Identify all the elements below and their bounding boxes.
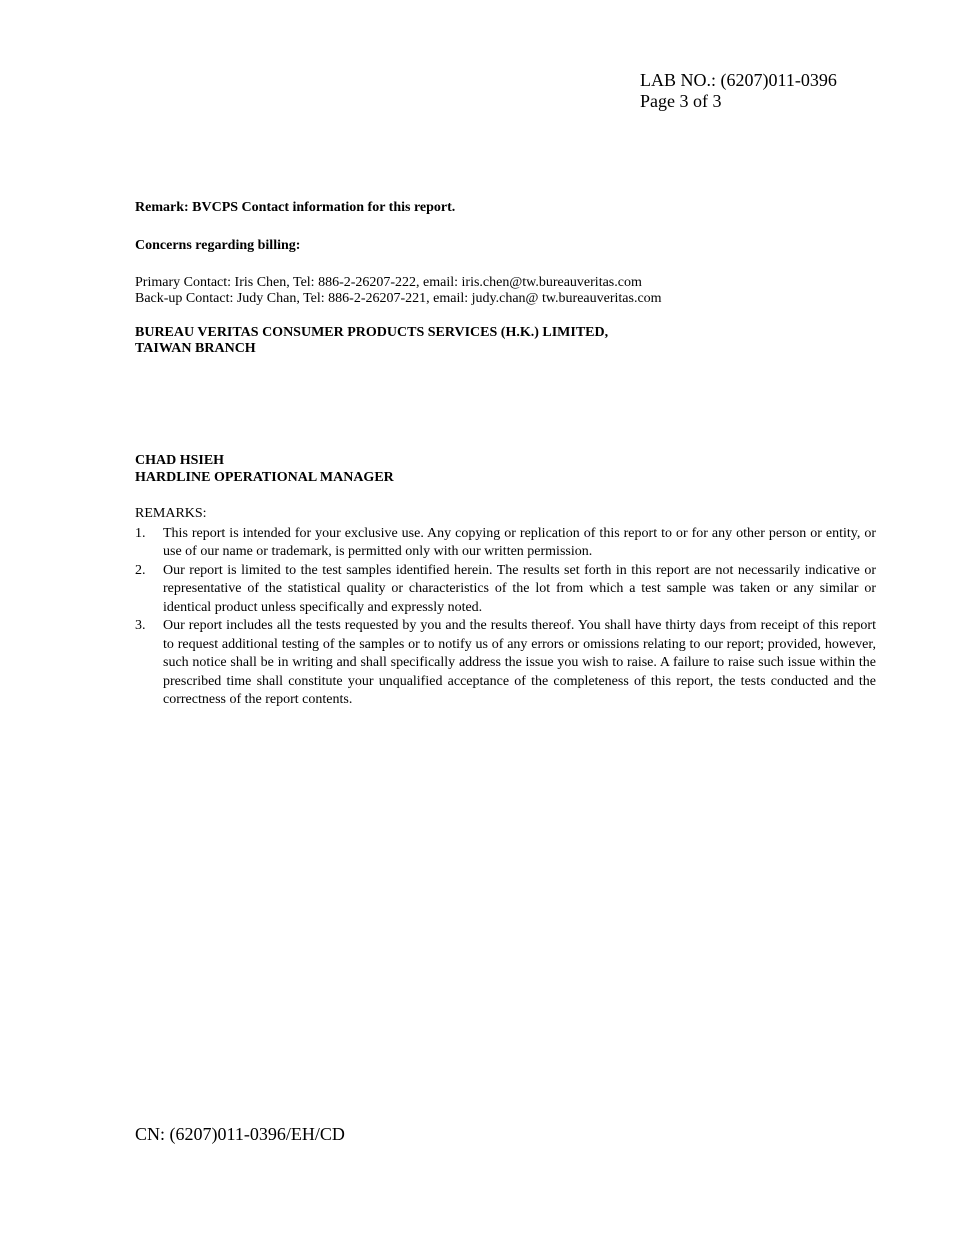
remarks-section bbox=[135, 505, 876, 710]
remarks-list bbox=[135, 525, 876, 710]
remark-text: Our report is limited to the test samples identified herein. The results set forth in this report are not necessarily indicative or representative of the statistical quality or characteristics of the lot from which a test sample was taken or any similar or identical product unless specifically and expressly noted. bbox=[163, 562, 876, 615]
contact-section bbox=[135, 200, 876, 357]
contact-list bbox=[135, 275, 876, 307]
company-name bbox=[135, 325, 876, 357]
primary-contact: Primary Contact: Iris Chen, Tel: 886-2-26207-222, email: iris.chen@tw.bureauveritas.com bbox=[135, 275, 642, 290]
remark-number: 1. bbox=[135, 525, 146, 541]
remark-text: Our report includes all the tests requested by you and the results thereof. You shall have thirty days from receipt of this report to request additional testing of the samples or to notify us of any errors or omissions relating to our report; provided, however, such notice shall be in writing and shall specifically address the issue you wish to raise. A failure to raise such issue within the prescribed time shall constitute your unqualified acceptance of the completeness of this report, the tests conducted and the correctness of the report contents. bbox=[163, 618, 876, 707]
remark-title: Remark: BVCPS Contact information for this report. bbox=[135, 200, 456, 215]
remarks-heading: REMARKS: bbox=[135, 506, 207, 521]
backup-contact: Back-up Contact: Judy Chan, Tel: 886-2-26207-221, email: judy.chan@ tw.bureauveritas.com bbox=[135, 291, 662, 306]
remark-item bbox=[135, 562, 876, 618]
remark-number: 3. bbox=[135, 618, 146, 633]
remark-number: 2. bbox=[135, 562, 146, 578]
page-number: Page 3 of 3 bbox=[640, 91, 722, 111]
signatory bbox=[135, 452, 876, 486]
page-header bbox=[640, 70, 837, 112]
footer-cn: CN: (6207)011-0396/EH/CD bbox=[135, 1124, 345, 1144]
signatory-title: HARDLINE OPERATIONAL MANAGER bbox=[135, 470, 394, 485]
remark-text: This report is intended for your exclusive use. Any copying or replication of this report to or for any other person or entity, or use of our name or trademark, is permitted only with our written permission. bbox=[163, 525, 876, 559]
lab-number: LAB NO.: (6207)011-0396 bbox=[640, 70, 837, 90]
signatory-name: CHAD HSIEH bbox=[135, 453, 225, 468]
remark-item bbox=[135, 617, 876, 710]
remark-item bbox=[135, 525, 876, 562]
billing-title: Concerns regarding billing: bbox=[135, 238, 301, 253]
company-name-line1: BUREAU VERITAS CONSUMER PRODUCTS SERVICES (H.K.) LIMITED, bbox=[135, 325, 609, 340]
company-name-line2: TAIWAN BRANCH bbox=[135, 341, 256, 356]
